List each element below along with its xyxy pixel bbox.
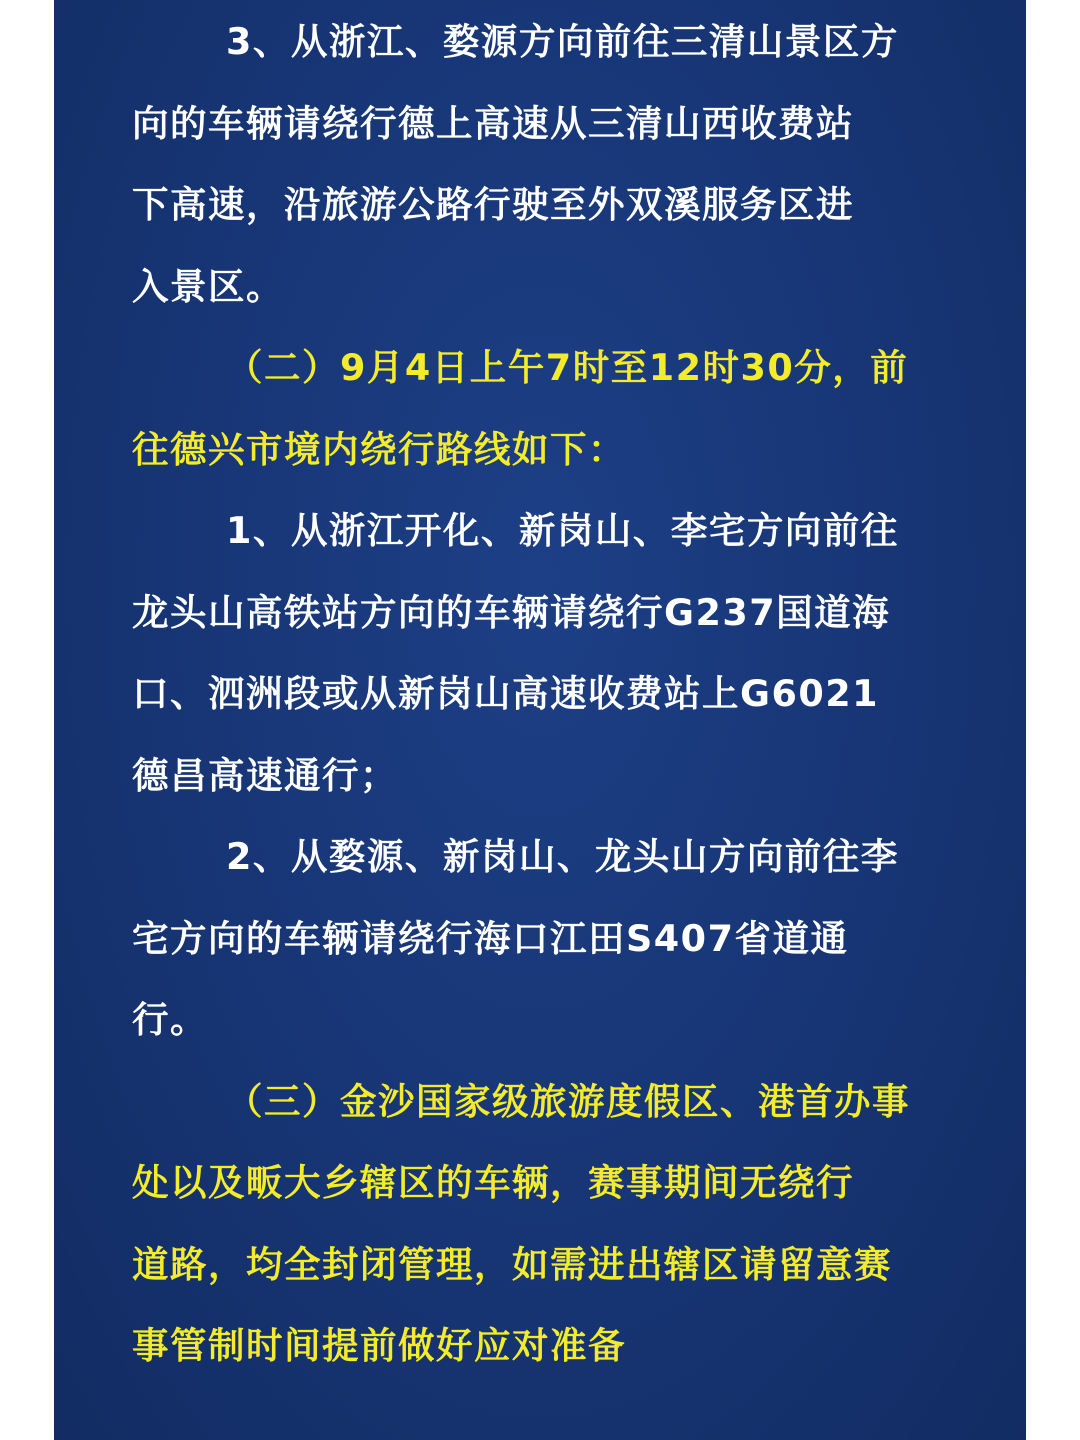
section-2-item-1-line-3: 口、泗洲段或从新岗山高速收费站上G6021: [132, 672, 880, 715]
notice-text-block: [132, 0, 962, 1387]
section-2-item-2-line-1: 2、从婺源、新岗山、龙头山方向前往李: [226, 835, 899, 878]
section-3-line-3: 道路，均全封闭管理，如需进出辖区请留意赛: [132, 1242, 892, 1286]
section-2-item-2-line-3: 行。: [132, 998, 208, 1041]
section-2-heading-line-1: （二）9月4日上午7时至12时30分，前: [226, 346, 909, 389]
section-3-line-2: 处以及畈大乡辖区的车辆，赛事期间无绕行: [132, 1161, 854, 1204]
item-3-line-2: 向的车辆请绕行德上高速从三清山西收费站: [132, 101, 854, 145]
section-3-line-4: 事管制时间提前做好应对准备: [132, 1324, 626, 1367]
section-2-item-1-line-2: 龙头山高铁站方向的车辆请绕行G237国道海: [132, 590, 891, 634]
item-3-line-1: 3、从浙江、婺源方向前往三清山景区方: [226, 20, 899, 63]
section-2-item-2-line-2: 宅方向的车辆请绕行海口江田S407省道通: [132, 916, 849, 960]
item-3-line-3: 下高速，沿旅游公路行驶至外双溪服务区进: [132, 183, 854, 226]
section-2-item-1-line-4: 德昌高速通行；: [132, 753, 398, 797]
item-3-line-4: 入景区。: [132, 264, 284, 308]
section-2-heading-line-2: 往德兴市境内绕行路线如下：: [132, 427, 626, 471]
section-2-item-1-line-1: 1、从浙江开化、新岗山、李宅方向前往: [226, 509, 899, 552]
section-3-line-1: （三）金沙国家级旅游度假区、港首办事: [226, 1079, 910, 1123]
notice-panel: [54, 0, 1026, 1440]
